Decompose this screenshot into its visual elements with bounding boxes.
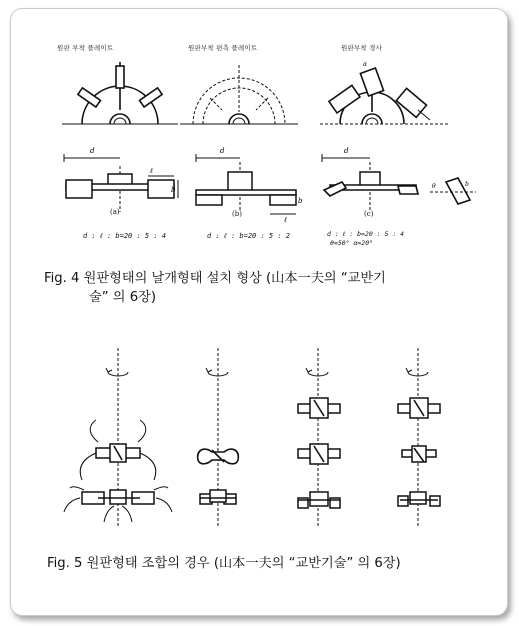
svg-text:θ: θ [432, 183, 436, 190]
fig4-top-a [62, 62, 178, 124]
fig4-sub-c: (c) [364, 210, 374, 218]
svg-text:b: b [171, 186, 176, 194]
fig4-sub-b: (b) [232, 210, 242, 218]
fig4-top-b [180, 65, 298, 124]
fig4-label-a: 원판 부착 플레이트 [57, 44, 114, 52]
fig4-ratio-b: d : ℓ : b=20 : 5 : 2 [207, 232, 290, 240]
svg-text:α: α [363, 61, 368, 68]
fig5-col3 [298, 348, 340, 528]
svg-text:ℓ: ℓ [150, 167, 153, 175]
svg-text:d: d [344, 147, 349, 155]
fig5-col2 [198, 348, 239, 528]
fig4-side-c [322, 147, 476, 212]
fig4-top-c [320, 61, 450, 124]
fig5-col4 [398, 348, 440, 528]
fig4-side-a [64, 147, 178, 212]
fig4-sub-a: (a) [110, 208, 120, 216]
fig4-side-b [196, 147, 303, 224]
fig5-caption: Fig. 5 원판형태 조합의 경우 (山本一夫의 “교반기술” 의 6장) [47, 556, 401, 571]
svg-text:d: d [90, 147, 95, 155]
svg-text:b: b [465, 181, 469, 188]
svg-text:d: d [220, 147, 225, 155]
fig5-col1 [64, 348, 172, 528]
fig4-ratio-a: d : ℓ : b=20 : 5 : 4 [83, 232, 166, 240]
fig4-caption-line2: 술” 의 6장) [89, 290, 156, 305]
svg-text:b: b [298, 197, 303, 205]
fig4-caption-line1: Fig. 4 원판형태의 날개형태 설치 형상 (山本一夫의 “교반기 [44, 271, 386, 286]
svg-text:ℓ: ℓ [284, 216, 287, 224]
fig4-angle-detail [430, 178, 476, 204]
fig4-ratio-c: d : ℓ : b=20 : 5 : 4 [327, 230, 405, 238]
fig4-ratio-c-angles: θ=50° α=20° [330, 239, 374, 247]
fig4-label-c: 원판부착 경사 [341, 44, 383, 52]
fig4-label-b: 원판부착 편측 플레이트 [188, 44, 258, 52]
